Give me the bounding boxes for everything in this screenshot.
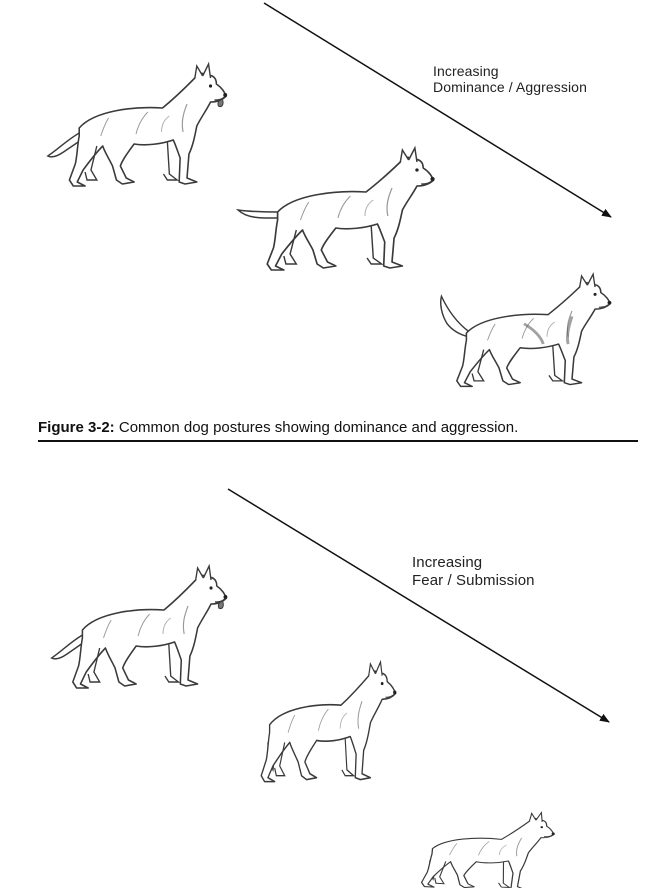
submission-arrow — [228, 489, 609, 722]
submission-label-line2: Fear / Submission — [412, 572, 535, 589]
figure-number: Figure 3-2: — [38, 419, 115, 436]
dominance-label-line1: Increasing — [433, 63, 499, 79]
dog-alert — [238, 148, 435, 270]
figure-caption — [38, 419, 518, 437]
dog-dominant — [441, 274, 612, 386]
dog-neutral-top — [48, 64, 227, 186]
dog-neutral-bottom — [52, 566, 228, 688]
figure-caption-text: Common dog postures showing dominance and aggression. — [118, 419, 519, 436]
dominance-arrow — [264, 3, 611, 217]
dominance-label-line2: Dominance / Aggression — [433, 79, 587, 95]
dominance-arrow-label — [433, 63, 587, 95]
dog-uneasy — [261, 662, 396, 782]
submission-arrow-label — [412, 554, 535, 590]
caption-divider — [38, 440, 638, 442]
submission-label-line1: Increasing — [412, 554, 483, 571]
dog-submissive — [421, 806, 556, 888]
